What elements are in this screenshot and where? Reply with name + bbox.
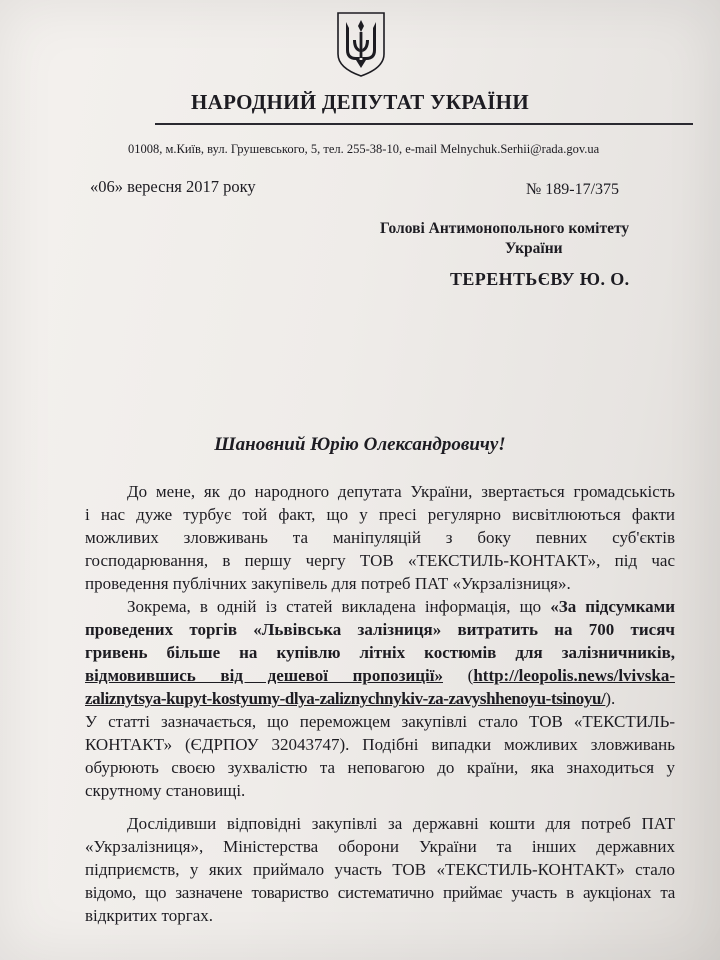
recipient-block (380, 219, 630, 289)
text-line: відкритих торгах. (85, 906, 214, 925)
text-line: обурюють своєю зухвалістю та неповагою до країни, яка знаходиться у (85, 758, 675, 777)
text-line: скрутному становищі. (85, 781, 246, 800)
header-divider (155, 123, 693, 125)
text-run: ). (605, 689, 616, 708)
quote-bold: «За підсумками (550, 597, 675, 616)
text-line: відомо, що зазначене товариство систематично приймає участь в аукціонах та (85, 883, 675, 902)
text-line: підприємств, у яких приймало участь ТОВ «ТЕКСТИЛЬ-КОНТАКТ» стало (85, 860, 675, 879)
text-run: Зокрема, в одній із статей викладена інформація, що (127, 597, 551, 616)
text-line (85, 687, 675, 710)
paragraph-gap (85, 802, 675, 812)
text-line: можливих зловживань та маніпуляцій з боку певних суб'єктів (85, 528, 675, 547)
letter-number: № 189-17/375 (526, 181, 620, 198)
header-title: НАРОДНИЙ ДЕПУТАТ УКРАЇНИ (191, 90, 529, 114)
source-link[interactable]: zaliznytsya-kupyt-kostyumy-dlya-zaliznychnykiv-za-zavyshhenoyu-tsinoyu/ (85, 689, 606, 708)
quote-line: проведених торгів «Львівська залізниця» витратить на 700 тисяч (85, 620, 675, 639)
quote-line: гривень більше на купівлю літніх костюмів для залізничників, (85, 643, 675, 662)
recipient-line: України (505, 240, 563, 257)
text-line: До мене, як до народного депутата України, звертається громадськість (127, 482, 675, 501)
recipient-name: ТЕРЕНТЬЄВУ Ю. О. (450, 269, 630, 289)
text-line (85, 595, 675, 618)
text-line: Дослідивши відповідні закупівлі за державні кошти для потреб ПАТ (127, 814, 675, 833)
text-line (85, 664, 675, 687)
text-line: КОНТАКТ» (ЄДРПОУ 32043747). Подібні випадки можливих зловживань (85, 735, 675, 754)
letter-body (85, 480, 675, 927)
text-line: У статті зазначається, що переможцем закупівлі стало ТОВ «ТЕКСТИЛЬ- (85, 712, 675, 731)
salutation: Шановний Юрію Олександровичу! (214, 434, 506, 455)
header-contacts: 01008, м.Київ, вул. Грушевського, 5, тел. 255-38-10, e-mail Melnychuk.Serhii@rada.gov.ua (128, 142, 600, 156)
trident-coat-of-arms-icon (334, 10, 388, 78)
letter-date: «06» вересня 2017 року (90, 177, 256, 196)
text-line: господарювання, в першу чергу ТОВ «ТЕКСТИЛЬ-КОНТАКТ», під час (85, 551, 675, 570)
quote-bold-underlined: відмовившись від дешевої пропозиції» (85, 666, 443, 685)
text-line: і нас дуже турбує той факт, що у пресі регулярно висвітлюються факти (85, 505, 675, 524)
source-link[interactable]: http://leopolis.news/lvivska- (473, 666, 675, 685)
text-line: проведення публічних закупівель для потреб ПАТ «Укрзалізниця». (85, 574, 571, 593)
recipient-line: Голові Антимонопольного комітету (380, 220, 630, 237)
text-run: ( (443, 666, 474, 685)
text-line: «Укрзалізниця», Міністерства оборони України та інших державних (85, 837, 675, 856)
